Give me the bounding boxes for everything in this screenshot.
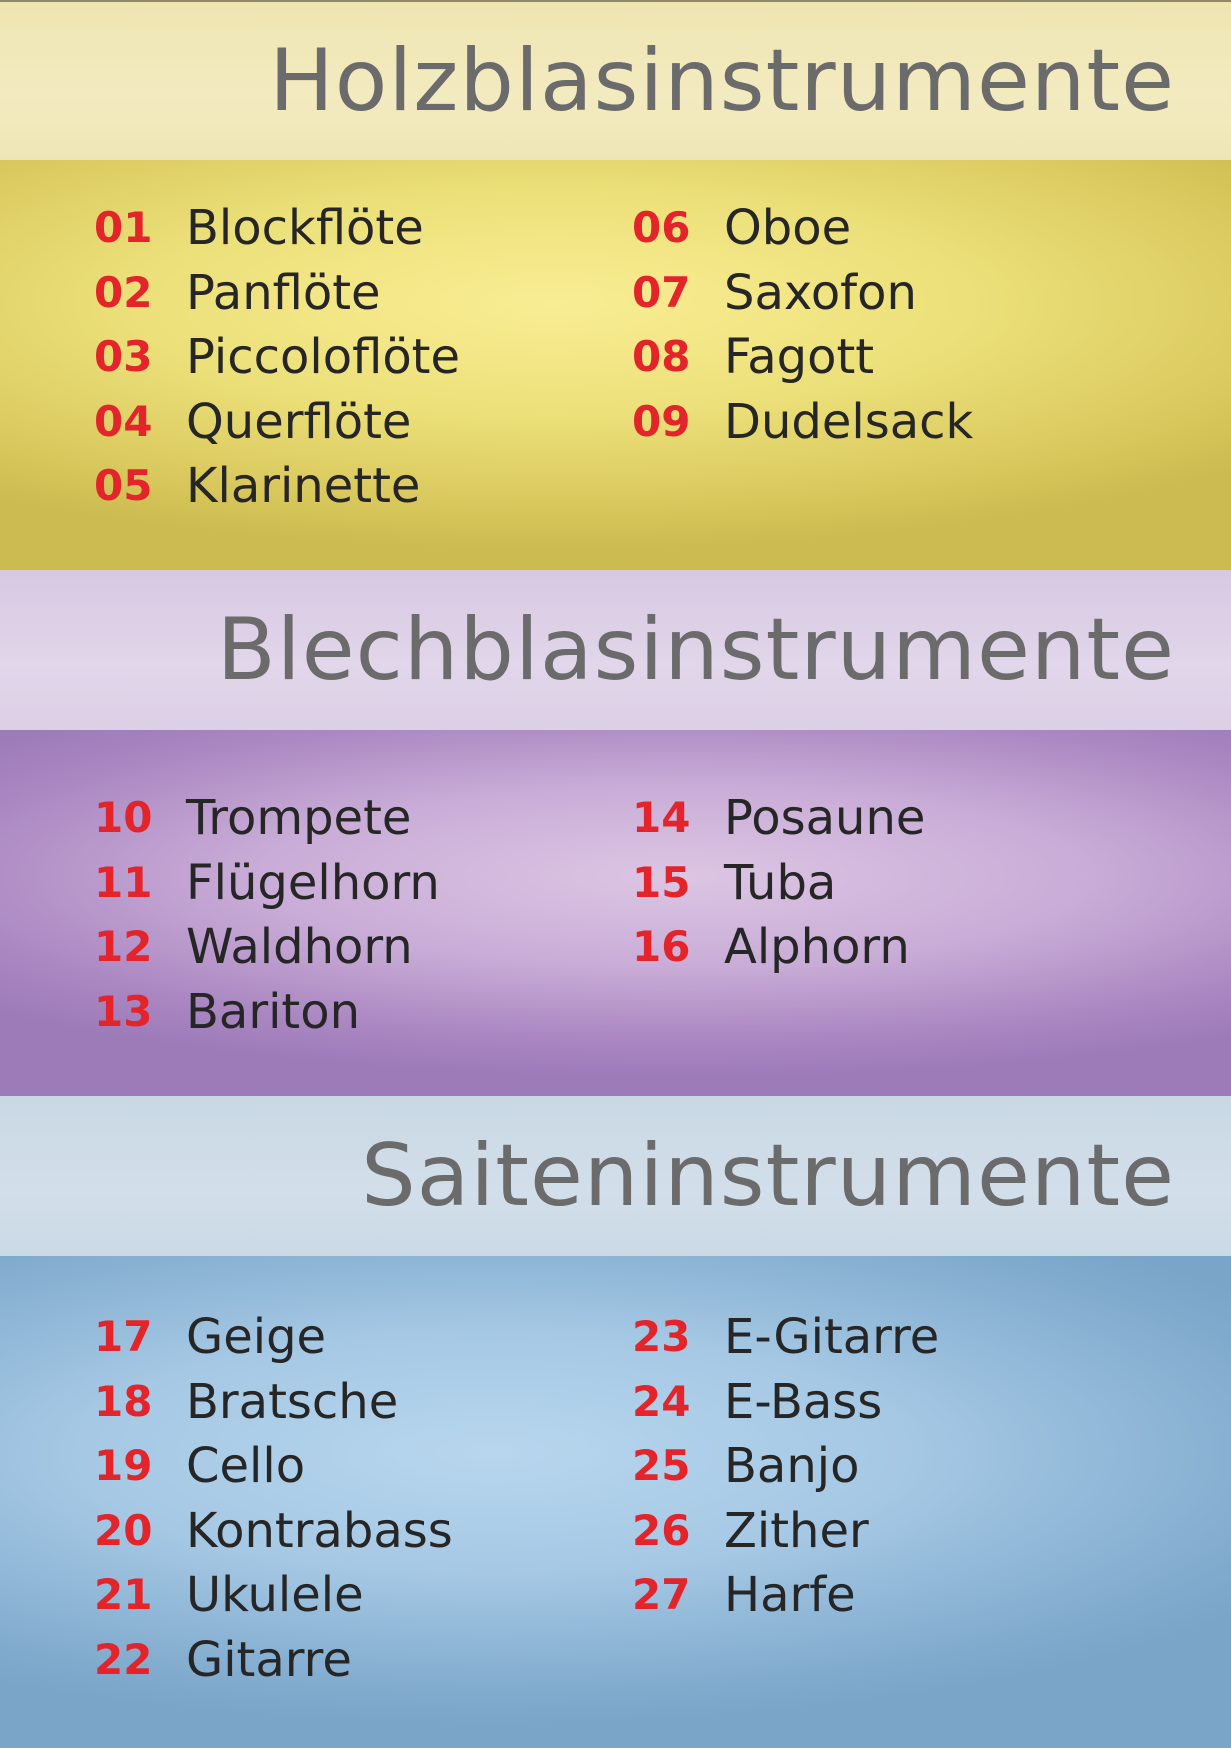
instrument-column-left xyxy=(94,786,440,1044)
item-name: Posaune xyxy=(724,790,926,847)
list-item xyxy=(632,786,925,851)
item-number: 13 xyxy=(94,986,153,1036)
list-item xyxy=(94,851,440,916)
section-title: Holzblasinstrumente xyxy=(269,31,1175,131)
item-name: Waldhorn xyxy=(186,919,413,976)
item-name: E-Bass xyxy=(724,1373,883,1430)
list-item xyxy=(94,1370,453,1435)
list-item xyxy=(632,915,925,980)
item-number: 14 xyxy=(632,793,691,843)
section-title: Saiteninstrumente xyxy=(361,1126,1175,1226)
item-number: 21 xyxy=(94,1570,153,1620)
item-number: 02 xyxy=(94,267,153,317)
item-name: Querflöte xyxy=(186,393,412,450)
instrument-column-left xyxy=(94,1305,453,1692)
item-number: 08 xyxy=(632,332,691,382)
item-name: E-Gitarre xyxy=(724,1309,940,1366)
item-number: 25 xyxy=(632,1441,691,1491)
item-name: Bariton xyxy=(186,983,361,1040)
item-number: 10 xyxy=(94,793,153,843)
item-name: Blockflöte xyxy=(186,200,424,257)
item-number: 17 xyxy=(94,1312,153,1362)
item-name: Saxofon xyxy=(724,264,917,321)
item-name: Harfe xyxy=(724,1567,856,1624)
item-number: 07 xyxy=(632,267,691,317)
item-name: Fagott xyxy=(724,329,875,386)
item-name: Panflöte xyxy=(186,264,381,321)
item-number: 16 xyxy=(632,922,691,972)
item-name: Kontrabass xyxy=(186,1502,453,1559)
instrument-column-right xyxy=(632,1305,939,1628)
item-number: 03 xyxy=(94,332,153,382)
item-name: Tuba xyxy=(724,854,837,911)
item-number: 09 xyxy=(632,396,691,446)
instrument-column-right xyxy=(632,786,925,980)
list-item xyxy=(632,390,973,455)
item-number: 01 xyxy=(94,203,153,253)
item-number: 23 xyxy=(632,1312,691,1362)
item-name: Ukulele xyxy=(186,1567,364,1624)
item-name: Alphorn xyxy=(724,919,910,976)
item-name: Bratsche xyxy=(186,1373,399,1430)
item-number: 06 xyxy=(632,203,691,253)
list-item xyxy=(632,1305,939,1370)
item-number: 05 xyxy=(94,461,153,511)
list-item xyxy=(632,261,973,326)
item-number: 12 xyxy=(94,922,153,972)
list-item xyxy=(632,325,973,390)
item-name: Dudelsack xyxy=(724,393,974,450)
item-number: 26 xyxy=(632,1505,691,1555)
section-title: Blechblasinstrumente xyxy=(216,600,1175,700)
list-item xyxy=(94,915,440,980)
list-item xyxy=(94,390,460,455)
list-item xyxy=(632,851,925,916)
item-name: Geige xyxy=(186,1309,327,1366)
list-item xyxy=(94,786,440,851)
item-name: Zither xyxy=(724,1502,869,1559)
item-name: Cello xyxy=(186,1438,306,1495)
item-name: Gitarre xyxy=(186,1631,352,1688)
list-item xyxy=(632,1563,939,1628)
item-number: 24 xyxy=(632,1376,691,1426)
list-item xyxy=(632,1434,939,1499)
section-body-saiteninstrumente xyxy=(0,1256,1231,1748)
list-item xyxy=(94,1305,453,1370)
item-number: 27 xyxy=(632,1570,691,1620)
item-name: Trompete xyxy=(186,790,412,847)
list-item xyxy=(94,1434,453,1499)
item-name: Klarinette xyxy=(186,458,421,515)
list-item xyxy=(94,261,460,326)
section-body-blechblasinstrumente xyxy=(0,730,1231,1096)
list-item xyxy=(94,454,460,519)
list-item xyxy=(632,1370,939,1435)
item-number: 18 xyxy=(94,1376,153,1426)
item-number: 19 xyxy=(94,1441,153,1491)
item-name: Piccoloflöte xyxy=(186,329,461,386)
item-name: Banjo xyxy=(724,1438,860,1495)
section-body-holzblasinstrumente xyxy=(0,160,1231,570)
item-number: 20 xyxy=(94,1505,153,1555)
item-number: 15 xyxy=(632,857,691,907)
item-number: 22 xyxy=(94,1634,153,1684)
list-item xyxy=(94,1563,453,1628)
instrument-column-right xyxy=(632,196,973,454)
item-number: 11 xyxy=(94,857,153,907)
instrument-column-left xyxy=(94,196,460,519)
section-header-saiteninstrumente xyxy=(0,1096,1231,1256)
section-header-holzblasinstrumente xyxy=(0,0,1231,160)
list-item xyxy=(94,1499,453,1564)
list-item xyxy=(94,196,460,261)
item-number: 04 xyxy=(94,396,153,446)
list-item xyxy=(632,1499,939,1564)
list-item xyxy=(94,1628,453,1693)
list-item xyxy=(94,325,460,390)
list-item xyxy=(94,980,440,1045)
section-header-blechblasinstrumente xyxy=(0,570,1231,730)
item-name: Oboe xyxy=(724,200,852,257)
item-name: Flügelhorn xyxy=(186,854,440,911)
list-item xyxy=(632,196,973,261)
